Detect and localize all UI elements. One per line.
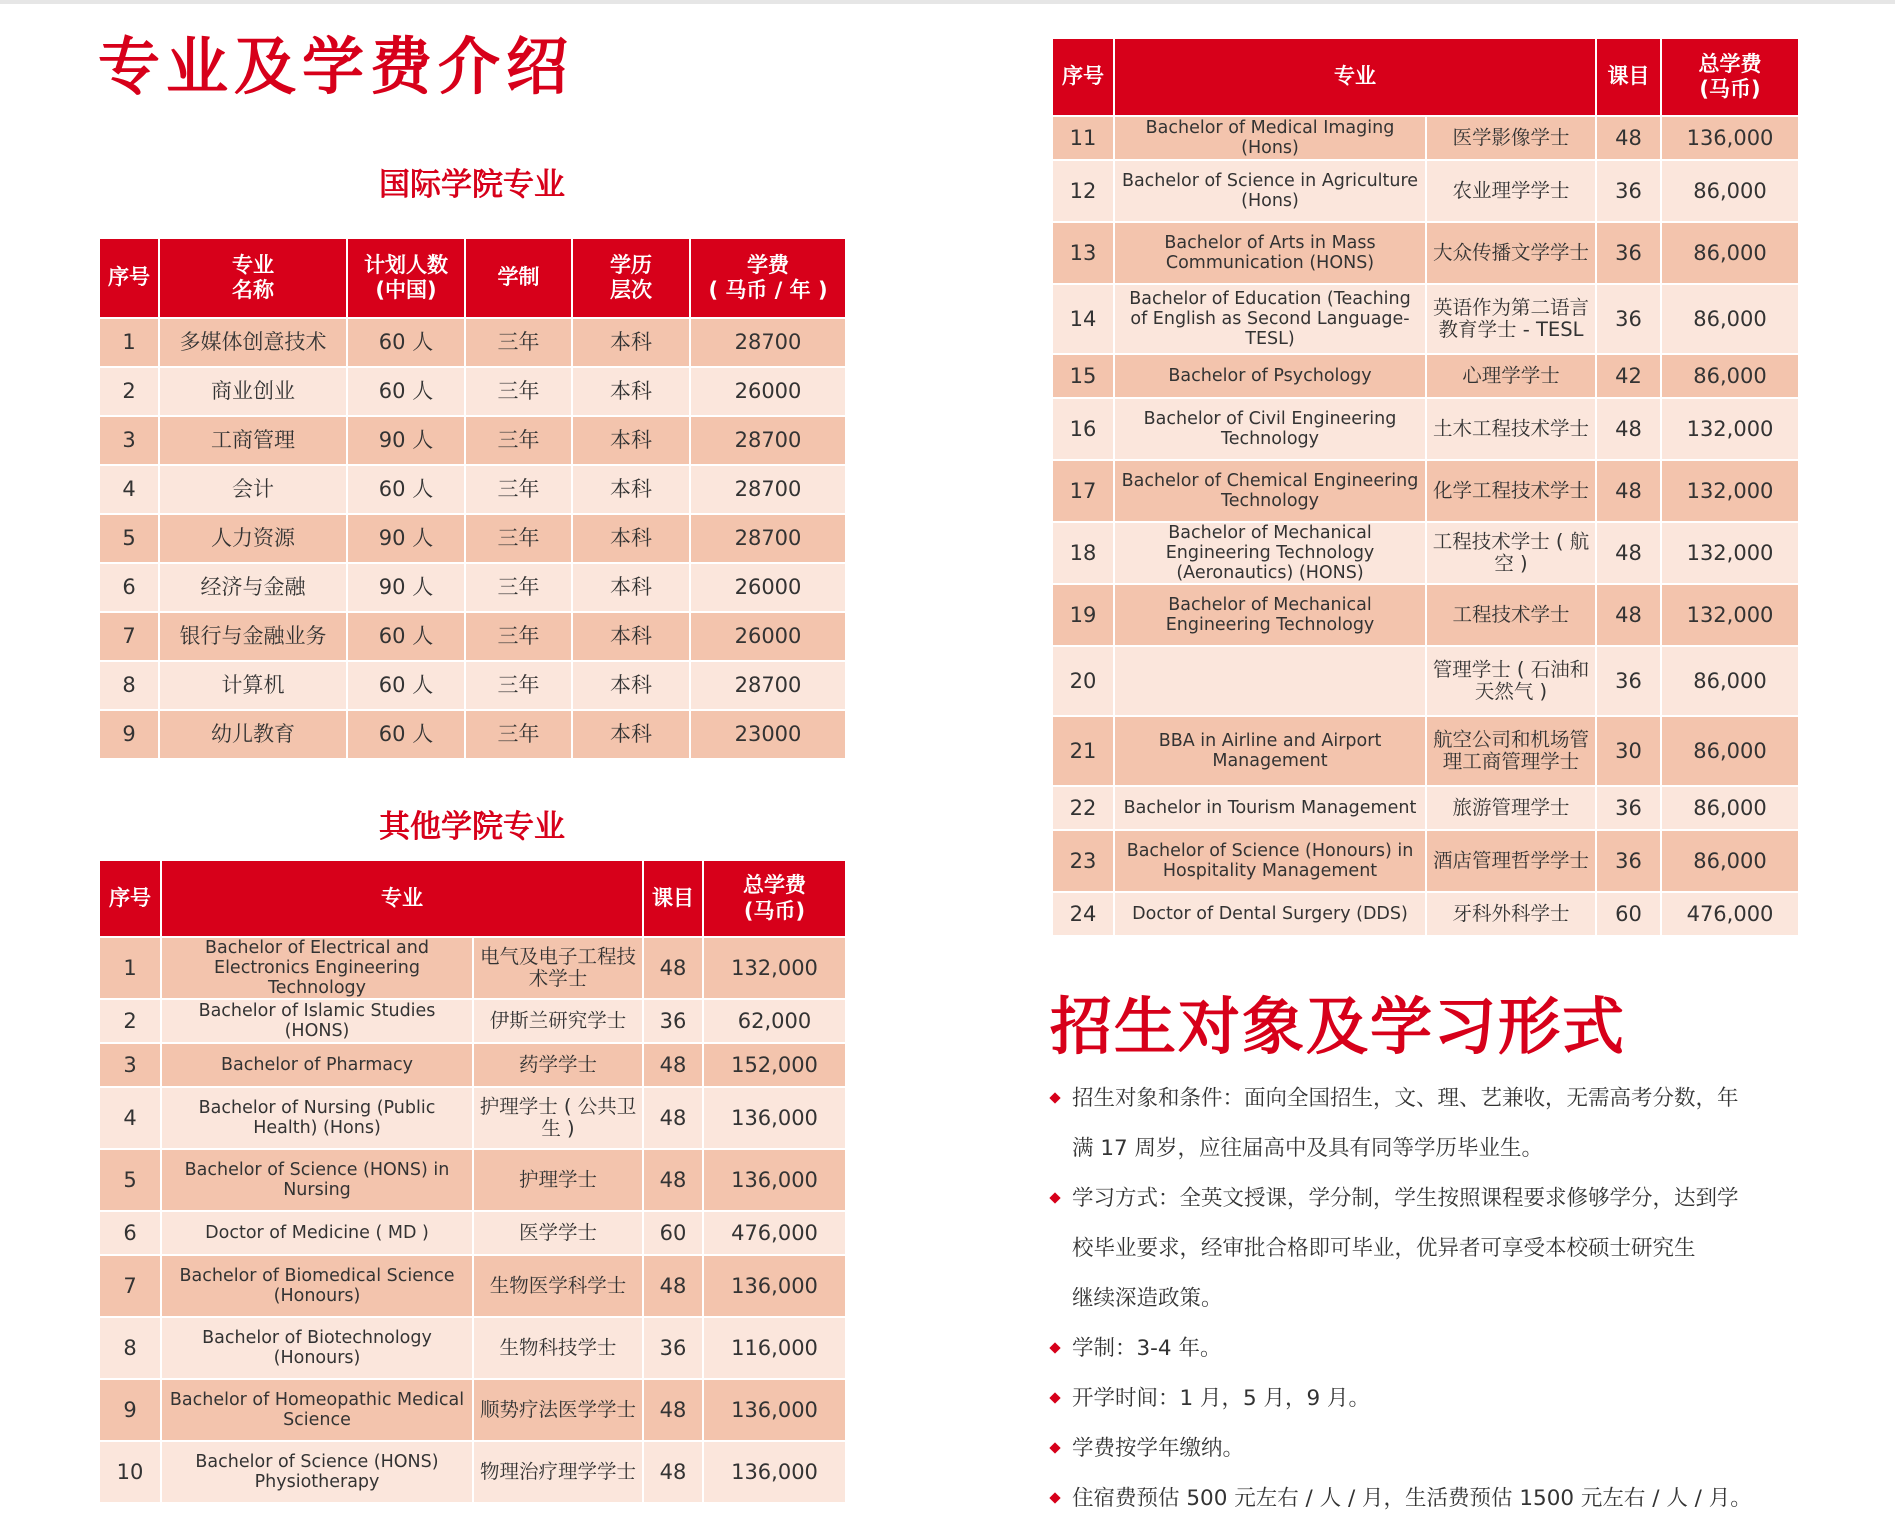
table-row: [1052, 116, 1799, 160]
table-cell: BBA in Airline and Airport Management: [1114, 716, 1426, 786]
table-cell: 本科: [572, 563, 690, 612]
table-cell: Bachelor of Mechanical Engineering Technology: [1114, 584, 1426, 646]
table-cell: 人力资源: [159, 514, 347, 563]
table-row: [99, 1149, 846, 1211]
table-cell: Bachelor of Arts in Mass Communication (HONS): [1114, 222, 1426, 284]
table-row: [1052, 160, 1799, 222]
table-row: [1052, 786, 1799, 830]
table-cell: 11: [1052, 116, 1114, 160]
table-cell: 农业理学学士: [1426, 160, 1596, 222]
table-cell: Bachelor of Biotechnology (Honours): [161, 1317, 473, 1379]
admission-item: [1048, 1474, 1808, 1524]
table-cell: 90 人: [347, 416, 465, 465]
table-cell: Bachelor of Islamic Studies (HONS): [161, 999, 473, 1043]
table-cell: 管理学士 ( 石油和天然气 ): [1426, 646, 1596, 716]
table-cell: 计算机: [159, 661, 347, 710]
table-cell: 旅游管理学士: [1426, 786, 1596, 830]
admission-item-text: 学制：3-4 年。: [1072, 1336, 1222, 1361]
table-cell: 三年: [465, 563, 572, 612]
table-cell: 60 人: [347, 661, 465, 710]
table-row: [1052, 892, 1799, 936]
table-cell: 航空公司和机场管理工商管理学士: [1426, 716, 1596, 786]
table-cell: 3: [99, 416, 159, 465]
table-cell: 工商管理: [159, 416, 347, 465]
table-cell: 4: [99, 1087, 161, 1149]
table-cell: Bachelor of Civil Engineering Technology: [1114, 398, 1426, 460]
table-row: [99, 514, 846, 563]
table-cell: 132,000: [1661, 398, 1799, 460]
table-cell: 医学影像学士: [1426, 116, 1596, 160]
table-cell: 3: [99, 1043, 161, 1087]
table-cell: 三年: [465, 318, 572, 367]
table-cell: 86,000: [1661, 354, 1799, 398]
table-cell: Bachelor of Science (HONS) in Nursing: [161, 1149, 473, 1211]
table-cell: 14: [1052, 284, 1114, 354]
table-row: [99, 710, 846, 759]
table-row: [99, 1255, 846, 1317]
table-row: [1052, 830, 1799, 892]
continued-majors-table: [1051, 37, 1800, 937]
admission-item-text: 住宿费预估 500 元左右 / 人 / 月，生活费预估 1500 元左右 / 人 / 月。: [1072, 1486, 1752, 1511]
table-row: [99, 318, 846, 367]
table-row: [99, 367, 846, 416]
table-cell: Bachelor of Chemical Engineering Technology: [1114, 460, 1426, 522]
table-cell: Bachelor of Nursing (Public Health) (Hons): [161, 1087, 473, 1149]
table-cell: 86,000: [1661, 646, 1799, 716]
table-cell: 12: [1052, 160, 1114, 222]
table-cell: 86,000: [1661, 786, 1799, 830]
table-cell: 132,000: [1661, 522, 1799, 584]
table-cell: 60 人: [347, 318, 465, 367]
table-cell: 48: [643, 1043, 703, 1087]
table-cell: 86,000: [1661, 284, 1799, 354]
top-border: [0, 0, 1895, 4]
table-cell: 护理学士 ( 公共卫生 ): [473, 1087, 643, 1149]
table-cell: 三年: [465, 367, 572, 416]
table-row: [1052, 354, 1799, 398]
bullet-icon: [1049, 1492, 1060, 1503]
bullet-icon: [1049, 1092, 1060, 1103]
header-degree-level: 学历 层次: [572, 238, 690, 318]
table-cell: 经济与金融: [159, 563, 347, 612]
table-cell: Doctor of Medicine ( MD ): [161, 1211, 473, 1255]
table-cell: 86,000: [1661, 830, 1799, 892]
table-cell: 28700: [690, 465, 846, 514]
table-cell: Bachelor of Biomedical Science (Honours): [161, 1255, 473, 1317]
table-row: [1052, 522, 1799, 584]
table-cell: 伊斯兰研究学士: [473, 999, 643, 1043]
admission-item-text: 满 17 周岁，应往届高中及具有同等学历毕业生。: [1072, 1136, 1544, 1161]
header-courses: 课目: [1596, 38, 1661, 116]
table-cell: Bachelor of Electrical and Electronics Engineering Technology: [161, 937, 473, 999]
table-row: [1052, 584, 1799, 646]
table-row: [1052, 284, 1799, 354]
table-cell: 36: [1596, 830, 1661, 892]
table-cell: 60 人: [347, 465, 465, 514]
table-cell: 136,000: [703, 1087, 846, 1149]
table-cell: 136,000: [703, 1441, 846, 1503]
table-row: [99, 1087, 846, 1149]
header-courses: 课目: [643, 860, 703, 937]
table-cell: 48: [1596, 116, 1661, 160]
table-cell: 本科: [572, 612, 690, 661]
table-cell: 60 人: [347, 367, 465, 416]
table-cell: 22: [1052, 786, 1114, 830]
admission-item-text: 学费按学年缴纳。: [1072, 1436, 1245, 1461]
table-cell: Bachelor of Science (HONS) Physiotherapy: [161, 1441, 473, 1503]
table-cell: 90 人: [347, 514, 465, 563]
table-cell: 多媒体创意技术: [159, 318, 347, 367]
table-cell: 英语作为第二语言教育学士 - TESL: [1426, 284, 1596, 354]
table-cell: 36: [1596, 786, 1661, 830]
table-cell: 2: [99, 367, 159, 416]
table-cell: 银行与金融业务: [159, 612, 347, 661]
admission-list: [1048, 1074, 1808, 1524]
table-cell: 21: [1052, 716, 1114, 786]
header-planned-count: 计划人数 (中国): [347, 238, 465, 318]
table-cell: 48: [643, 1441, 703, 1503]
table-cell: 药学学士: [473, 1043, 643, 1087]
table-cell: 三年: [465, 416, 572, 465]
table-row: [1052, 716, 1799, 786]
table-cell: 三年: [465, 661, 572, 710]
table-cell: 132,000: [1661, 460, 1799, 522]
table-cell: 电气及电子工程技术学士: [473, 937, 643, 999]
bullet-icon: [1049, 1442, 1060, 1453]
table-cell: 28700: [690, 661, 846, 710]
table-row: [99, 1441, 846, 1503]
table-cell: Bachelor of Science (Honours) in Hospitality Management: [1114, 830, 1426, 892]
table-cell: 15: [1052, 354, 1114, 398]
table-cell: 本科: [572, 661, 690, 710]
table-cell: 136,000: [1661, 116, 1799, 160]
table-cell: 4: [99, 465, 159, 514]
table-cell: 三年: [465, 514, 572, 563]
admission-item: [1048, 1324, 1808, 1374]
table-cell: 本科: [572, 416, 690, 465]
table-cell: 9: [99, 1379, 161, 1441]
table-row: [1052, 646, 1799, 716]
table-cell: 16: [1052, 398, 1114, 460]
table-cell: 7: [99, 612, 159, 661]
table-cell: 生物医学科学士: [473, 1255, 643, 1317]
table-cell: 60 人: [347, 612, 465, 661]
table-cell: 30: [1596, 716, 1661, 786]
table-cell: 三年: [465, 710, 572, 759]
table-row: [99, 612, 846, 661]
table-cell: 7: [99, 1255, 161, 1317]
table-cell: 物理治疗理学学士: [473, 1441, 643, 1503]
table-cell: 土木工程技术学士: [1426, 398, 1596, 460]
table-cell: Bachelor of Homeopathic Medical Science: [161, 1379, 473, 1441]
table-cell: 本科: [572, 367, 690, 416]
table-cell: Bachelor of Science in Agriculture (Hons): [1114, 160, 1426, 222]
table-cell: 酒店管理哲学学士: [1426, 830, 1596, 892]
table-cell: 5: [99, 514, 159, 563]
other-majors-table: [98, 859, 847, 1504]
intl-section-title: 国际学院专业: [379, 167, 565, 203]
table-cell: 28700: [690, 416, 846, 465]
table-cell: 116,000: [703, 1317, 846, 1379]
table-row: [1052, 398, 1799, 460]
other-section-title: 其他学院专业: [379, 809, 565, 845]
table-cell: 护理学士: [473, 1149, 643, 1211]
table-cell: 8: [99, 661, 159, 710]
table-row: [99, 563, 846, 612]
table-cell: 工程技术学士 ( 航空 ): [1426, 522, 1596, 584]
table-row: [99, 1379, 846, 1441]
header-no: 序号: [99, 860, 161, 937]
admission-item: [1048, 1374, 1808, 1424]
table-cell: 86,000: [1661, 160, 1799, 222]
table-cell: Bachelor of Mechanical Engineering Technology (Aeronautics) (HONS): [1114, 522, 1426, 584]
table-cell: 本科: [572, 318, 690, 367]
table-cell: 36: [1596, 646, 1661, 716]
bullet-icon: [1049, 1392, 1060, 1403]
table-cell: 48: [643, 937, 703, 999]
table-cell: 24: [1052, 892, 1114, 936]
table-cell: 48: [643, 1149, 703, 1211]
table-cell: 工程技术学士: [1426, 584, 1596, 646]
table-row: [99, 937, 846, 999]
table-cell: 23: [1052, 830, 1114, 892]
table-cell: 10: [99, 1441, 161, 1503]
admission-item-text: 招生对象和条件：面向全国招生，文、理、艺兼收，无需高考分数，年: [1072, 1086, 1739, 1111]
table-cell: 60 人: [347, 710, 465, 759]
table-cell: 36: [643, 1317, 703, 1379]
table-cell: 90 人: [347, 563, 465, 612]
table-cell: 26000: [690, 367, 846, 416]
table-cell: 48: [1596, 398, 1661, 460]
table-cell: 60: [643, 1211, 703, 1255]
admission-item: [1048, 1424, 1808, 1474]
table-cell: 生物科技学士: [473, 1317, 643, 1379]
admission-title: 招生对象及学习形式: [1050, 990, 1627, 1063]
table-cell: 6: [99, 563, 159, 612]
header-total-fee: 总学费 (马币): [1661, 38, 1799, 116]
table-cell: 26000: [690, 563, 846, 612]
table-row: [99, 1043, 846, 1087]
table-cell: 28700: [690, 318, 846, 367]
table-cell: 顺势疗法医学学士: [473, 1379, 643, 1441]
table-cell: Bachelor of Pharmacy: [161, 1043, 473, 1087]
header-no: 序号: [99, 238, 159, 318]
table-cell: 48: [1596, 460, 1661, 522]
table-cell: 6: [99, 1211, 161, 1255]
admission-item-text: 开学时间：1 月，5 月，9 月。: [1072, 1386, 1371, 1411]
table-row: [99, 661, 846, 710]
table-cell: 132,000: [703, 937, 846, 999]
table-cell: 18: [1052, 522, 1114, 584]
table-row: [1052, 460, 1799, 522]
header-no: 序号: [1052, 38, 1114, 116]
table-cell: 152,000: [703, 1043, 846, 1087]
admission-item: [1048, 1074, 1808, 1174]
admission-item-text: 继续深造政策。: [1072, 1286, 1223, 1311]
bullet-icon: [1049, 1342, 1060, 1353]
table-cell: 三年: [465, 612, 572, 661]
table-cell: 医学学士: [473, 1211, 643, 1255]
admission-item: [1048, 1174, 1808, 1324]
table-cell: 13: [1052, 222, 1114, 284]
table-cell: 幼儿教育: [159, 710, 347, 759]
admission-item-text: 学习方式：全英文授课，学分制，学生按照课程要求修够学分，达到学: [1072, 1186, 1739, 1211]
header-major: 专业: [161, 860, 643, 937]
table-cell: 48: [1596, 584, 1661, 646]
admission-item-text: 校毕业要求，经审批合格即可毕业，优异者可享受本校硕士研究生: [1072, 1236, 1696, 1261]
table-cell: 2: [99, 999, 161, 1043]
table-cell: 476,000: [703, 1211, 846, 1255]
table-cell: 牙科外科学士: [1426, 892, 1596, 936]
table-cell: 本科: [572, 710, 690, 759]
table-row: [99, 465, 846, 514]
table-cell: 本科: [572, 514, 690, 563]
table-cell: 86,000: [1661, 716, 1799, 786]
table-cell: 136,000: [703, 1255, 846, 1317]
table-cell: 28700: [690, 514, 846, 563]
table-cell: 心理学学士: [1426, 354, 1596, 398]
header-major-name: 专业 名称: [159, 238, 347, 318]
table-cell: 42: [1596, 354, 1661, 398]
table-cell: 48: [643, 1379, 703, 1441]
table-row: [99, 1211, 846, 1255]
table-cell: 1: [99, 937, 161, 999]
table-cell: Bachelor in Tourism Management: [1114, 786, 1426, 830]
table-cell: 1: [99, 318, 159, 367]
table-cell: 48: [1596, 522, 1661, 584]
table-cell: 5: [99, 1149, 161, 1211]
header-annual-fee: 学费 ( 马币 / 年 ): [690, 238, 846, 318]
table-cell: 36: [1596, 160, 1661, 222]
table-cell: [1114, 646, 1426, 716]
table-cell: 48: [643, 1255, 703, 1317]
table-cell: 商业创业: [159, 367, 347, 416]
header-major: 专业: [1114, 38, 1596, 116]
table-cell: 476,000: [1661, 892, 1799, 936]
table-cell: 48: [643, 1087, 703, 1149]
table-cell: 36: [643, 999, 703, 1043]
table-cell: 36: [1596, 284, 1661, 354]
table-cell: 化学工程技术学士: [1426, 460, 1596, 522]
table-cell: Bachelor of Psychology: [1114, 354, 1426, 398]
table-cell: Doctor of Dental Surgery (DDS): [1114, 892, 1426, 936]
table-row: [99, 416, 846, 465]
table-cell: 19: [1052, 584, 1114, 646]
table-cell: 26000: [690, 612, 846, 661]
bullet-icon: [1049, 1192, 1060, 1203]
table-row: [99, 1317, 846, 1379]
header-total-fee: 总学费 (马币): [703, 860, 846, 937]
table-cell: 23000: [690, 710, 846, 759]
table-cell: 大众传播文学学士: [1426, 222, 1596, 284]
table-cell: 136,000: [703, 1379, 846, 1441]
table-cell: 86,000: [1661, 222, 1799, 284]
table-cell: 132,000: [1661, 584, 1799, 646]
table-row: [1052, 222, 1799, 284]
table-cell: 三年: [465, 465, 572, 514]
table-cell: 60: [1596, 892, 1661, 936]
table-cell: 36: [1596, 222, 1661, 284]
table-cell: 136,000: [703, 1149, 846, 1211]
intl-majors-table: [98, 237, 847, 760]
table-cell: 20: [1052, 646, 1114, 716]
page-title: 专业及学费介绍: [98, 30, 575, 103]
table-cell: Bachelor of Education (Teaching of English as Second Language-TESL): [1114, 284, 1426, 354]
table-cell: 17: [1052, 460, 1114, 522]
table-cell: 9: [99, 710, 159, 759]
table-cell: 62,000: [703, 999, 846, 1043]
table-cell: 会计: [159, 465, 347, 514]
table-cell: 8: [99, 1317, 161, 1379]
header-duration: 学制: [465, 238, 572, 318]
table-row: [99, 999, 846, 1043]
table-cell: Bachelor of Medical Imaging (Hons): [1114, 116, 1426, 160]
table-cell: 本科: [572, 465, 690, 514]
